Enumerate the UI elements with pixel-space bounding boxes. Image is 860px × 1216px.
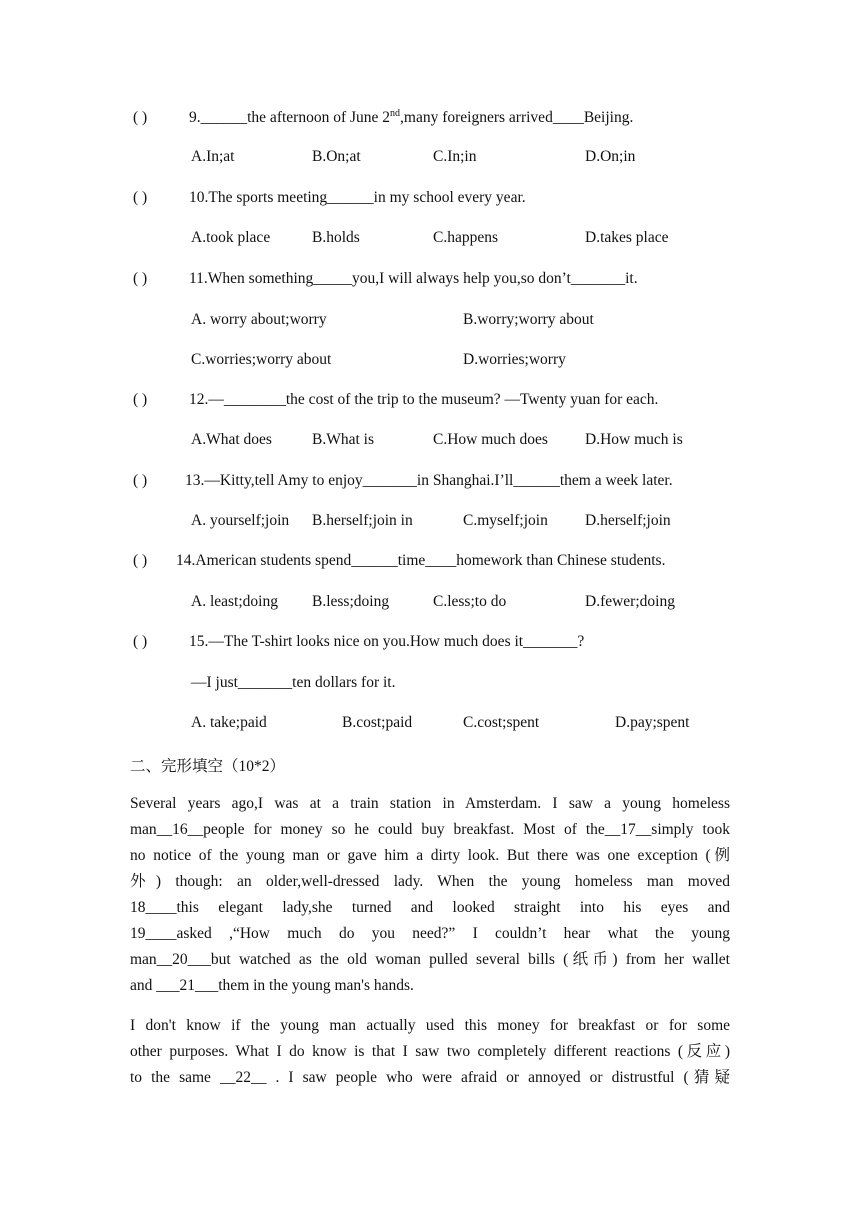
- option: B.holds: [312, 229, 360, 246]
- option: D.fewer;doing: [585, 593, 675, 610]
- passage-line: 19____asked ,“How much do you need?” I couldn’t hear what the young: [130, 925, 730, 942]
- option: D.How much is: [585, 431, 683, 448]
- question-15-reply: —I just_______ten dollars for it.: [191, 674, 396, 691]
- option: B.What is: [312, 431, 374, 448]
- option: C.less;to do: [433, 593, 507, 610]
- option: B.worry;worry about: [463, 311, 594, 328]
- answer-paren: ( ): [133, 633, 148, 650]
- question-13: ( ) 13.—Kitty,tell Amy to enjoy_______in Shanghai.I’ll______them a week later.: [133, 472, 673, 489]
- passage-line: to the same __22__ . I saw people who were afraid or annoyed or distrustful (猜疑: [130, 1069, 730, 1086]
- answer-paren: ( ): [133, 270, 148, 287]
- question-14: ( ) 14.American students spend______time____homework than Chinese students.: [133, 552, 666, 569]
- option: A.In;at: [191, 148, 235, 165]
- answer-paren: ( ): [133, 391, 148, 408]
- option: A. least;doing: [191, 593, 278, 610]
- passage-line: 外) though: an older,well-dressed lady. When the young homeless man moved: [130, 873, 730, 890]
- option: D.pay;spent: [615, 714, 690, 731]
- option: C.happens: [433, 229, 499, 246]
- option: A. worry about;worry: [191, 311, 327, 328]
- option: B.herself;join in: [312, 512, 413, 529]
- answer-paren: ( ): [133, 109, 148, 127]
- question-15: ( ) 15.—The T-shirt looks nice on you.How much does it_______?: [133, 633, 585, 650]
- passage-line: I don't know if the young man actually used this money for breakfast or for some: [130, 1017, 730, 1034]
- option: D.takes place: [585, 229, 669, 246]
- question-10: ( ) 10.The sports meeting______in my school every year.: [133, 189, 526, 206]
- passage-line: man__20___but watched as the old woman pulled several bills (纸币) from her wallet: [130, 951, 730, 968]
- question-12: ( ) 12.—________the cost of the trip to the museum? —Twenty yuan for each.: [133, 391, 659, 408]
- answer-paren: ( ): [133, 472, 148, 489]
- option: C.How much does: [433, 431, 548, 448]
- option: A. take;paid: [191, 714, 267, 731]
- question-11: ( ) 11.When something_____you,I will always help you,so don’t_______it.: [133, 270, 638, 287]
- question-9: ( ) 9.______the afternoon of June 2nd,many foreigners arrived____Beijing.: [133, 108, 634, 127]
- option: A.What does: [191, 431, 272, 448]
- option: D.On;in: [585, 148, 636, 165]
- option: A. yourself;join: [191, 512, 290, 529]
- option: D.worries;worry: [463, 351, 566, 368]
- section-title: 二、完形填空（10*2）: [130, 758, 286, 775]
- option: C.In;in: [433, 148, 477, 165]
- passage-line: Several years ago,I was at a train station in Amsterdam. I saw a young homeless: [130, 795, 730, 812]
- passage-line: other purposes. What I do know is that I saw two completely different reactions (反应): [130, 1043, 730, 1060]
- option: B.cost;paid: [342, 714, 413, 731]
- option: C.cost;spent: [463, 714, 540, 731]
- passage-line: no notice of the young man or gave him a dirty look. But there was one exception (例: [130, 847, 730, 864]
- passage-line: and ___21___them in the young man's hands.: [130, 977, 414, 994]
- answer-paren: ( ): [133, 189, 148, 206]
- option: D.herself;join: [585, 512, 671, 529]
- passage-paragraph-2: [130, 1013, 730, 1091]
- passage-paragraph-1: [130, 791, 730, 999]
- passage-line: man__16__people for money so he could buy breakfast. Most of the__17__simply took: [130, 821, 730, 838]
- option: A.took place: [191, 229, 271, 246]
- option: C.worries;worry about: [191, 351, 332, 368]
- option: B.less;doing: [312, 593, 390, 610]
- answer-paren: ( ): [133, 552, 148, 569]
- passage-line: 18____this elegant lady,she turned and looked straight into his eyes and: [130, 899, 730, 916]
- option: B.On;at: [312, 148, 361, 165]
- option: C.myself;join: [463, 512, 548, 529]
